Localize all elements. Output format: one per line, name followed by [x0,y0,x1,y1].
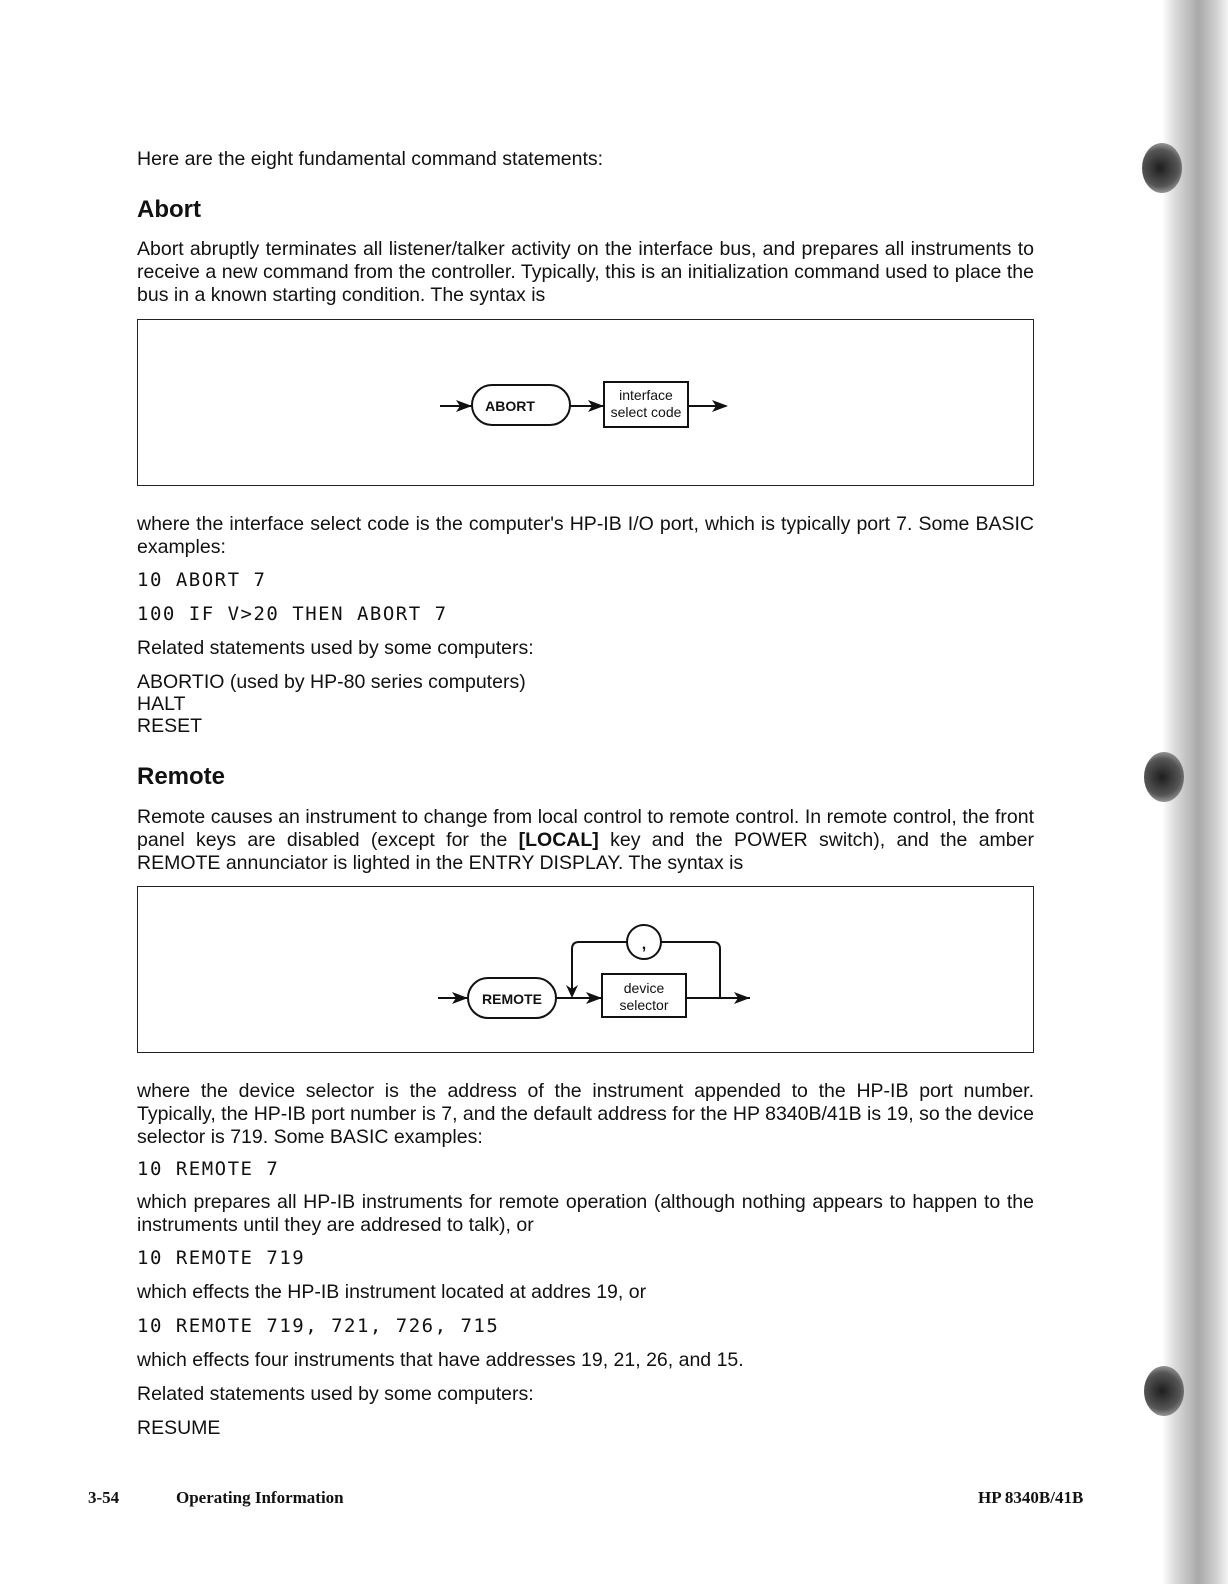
interface-param-line2: select code [610,404,682,420]
footer-section: Operating Information [176,1488,344,1507]
abort-heading: Abort [137,196,201,223]
device-param-line2: selector [619,997,669,1013]
abort-related-3: RESET [137,715,203,737]
page-number: 3-54 [88,1488,120,1507]
device-param-line1: device [623,980,665,996]
remote-example-1: 10 REMOTE 7 [137,1158,280,1180]
binder-hole [1142,143,1182,193]
abort-related-2: HALT [137,693,186,715]
remote-heading: Remote [137,763,226,790]
remote-keyword: REMOTE [482,991,542,1007]
remote-explain-2: which effects the HP-IB instrument located at addres 19, or [137,1281,647,1303]
abort-syntax-diagram [137,319,1034,486]
abort-where-text: where the interface select code is the computer's HP-IB I/O port, which is typically port 7. Some BASIC examples: [137,513,1034,558]
remote-related-1: RESUME [137,1417,221,1439]
abort-example-1: 10 ABORT 7 [137,569,267,591]
remote-example-3: 10 REMOTE 719, 721, 726, 715 [137,1315,500,1337]
binder-hole [1144,1366,1184,1416]
abort-example-2: 100 IF V>20 THEN ABORT 7 [137,603,448,625]
intro-text: Here are the eight fundamental command statements: [137,148,604,170]
comma-separator: , [641,936,647,953]
abort-syntax-svg [138,320,1033,485]
remote-where-text: where the device selector is the address of the instrument appended to the HP-IB port number. Typically, the HP-IB port number is 7, and the default address for the HP 8340B/41B is 19, so the device selector is 719. Some BASIC examples: [137,1080,1034,1148]
local-key: [LOCAL] [518,829,599,851]
remote-explain-1: which prepares all HP-IB instruments for remote operation (although nothing appears to happen to the instruments until they are addresed to talk), or [137,1191,1034,1236]
remote-related-label: Related statements used by some computers: [137,1383,534,1405]
remote-explain-3: which effects four instruments that have addresses 19, 21, 26, and 15. [137,1349,744,1371]
abort-keyword: ABORT [485,398,535,414]
footer-model: HP 8340B/41B [978,1488,1084,1507]
remote-description: Remote causes an instrument to change from local control to remote control. In remote control, the front panel keys are disabled (except for the [LOCAL] key and the POWER switch), and the amber REMOTE annunciator is lighted in the ENTRY DISPLAY. The syntax is [137,806,1034,874]
remote-syntax-diagram [137,886,1034,1053]
abort-related-label: Related statements used by some computers: [137,637,534,659]
binder-hole [1144,752,1184,802]
remote-example-2: 10 REMOTE 719 [137,1247,306,1269]
interface-param-line1: interface [619,387,673,403]
abort-description: Abort abruptly terminates all listener/talker activity on the interface bus, and prepares all instruments to receive a new command from the controller. Typically, this is an initialization command used to place the bus in a known starting condition. The syntax is [137,238,1034,306]
abort-related-1: ABORTIO (used by HP-80 series computers) [137,671,526,693]
remote-syntax-svg [138,887,1033,1052]
